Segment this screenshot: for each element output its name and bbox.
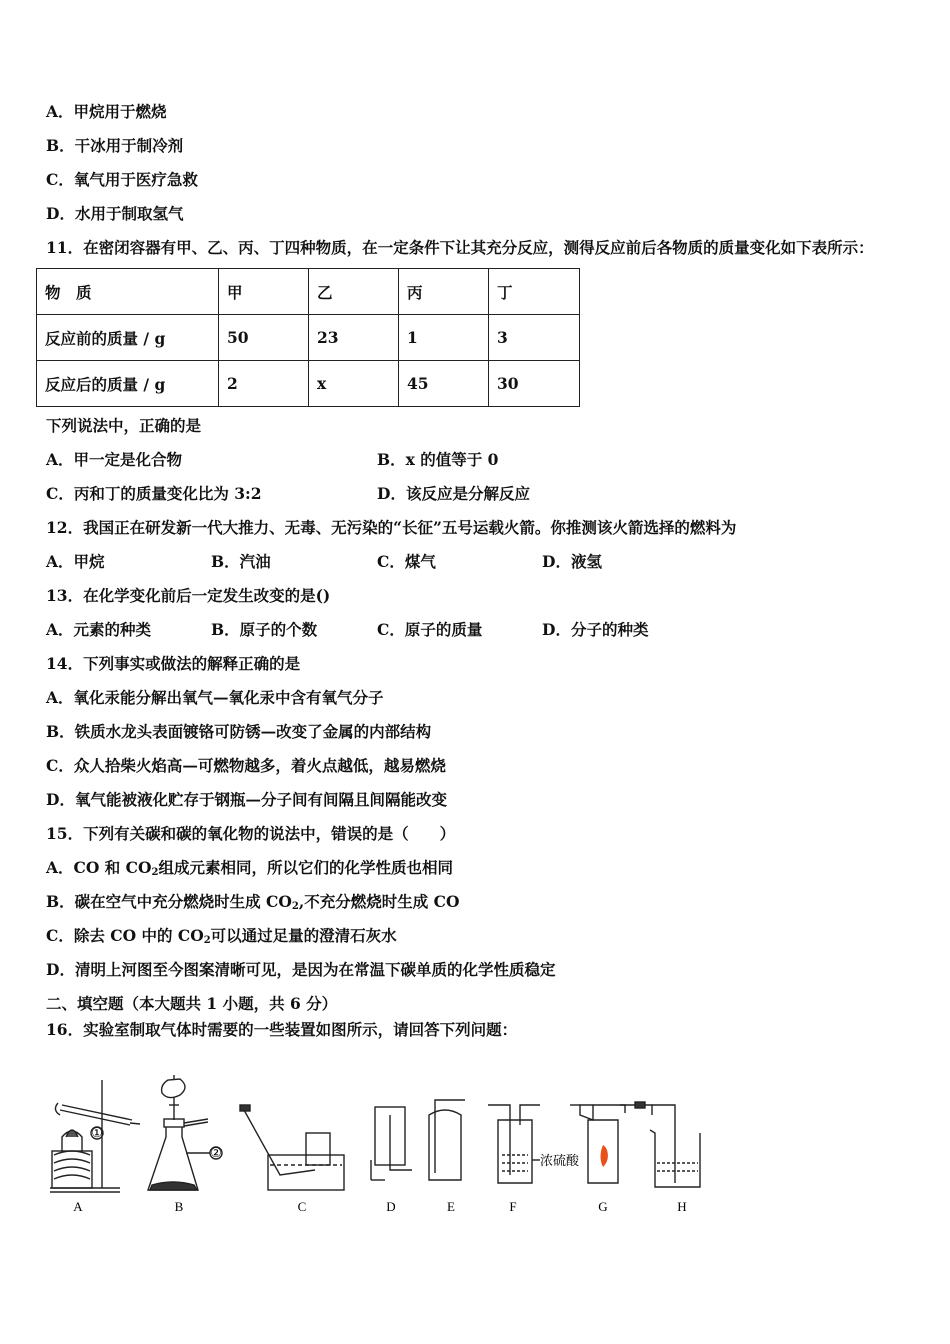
q11-option-d: D．该反应是分解反应 [377, 484, 530, 503]
q10-option-a: A．甲烷用于燃烧 [46, 102, 167, 121]
q12-option-a: A．甲烷 [46, 552, 105, 571]
table-row [37, 361, 580, 407]
q12-option-b: B．汽油 [211, 552, 271, 571]
table-header-cell: 甲 [219, 269, 309, 315]
section-heading: 二、填空题（本大题共 1 小题，共 6 分） [46, 994, 338, 1013]
label-f: F [509, 1199, 517, 1214]
q11-option-a: A．甲一定是化合物 [46, 450, 183, 469]
q14-stem: 14．下列事实或做法的解释正确的是 [46, 654, 301, 673]
table-cell: 45 [399, 361, 489, 407]
q12-option-d: D．液氢 [542, 552, 602, 571]
table-cell: 50 [219, 315, 309, 361]
table-cell: x [309, 361, 399, 407]
flame-icon [601, 1145, 608, 1167]
apparatus-figure [40, 1075, 720, 1225]
table-cell: 反应前的质量 / g [37, 315, 219, 361]
q13-option-b: B．原子的个数 [211, 620, 318, 639]
q10-option-c: C．氧气用于医疗急救 [46, 170, 198, 189]
mass-table [36, 268, 580, 407]
q16-stem: 16．实验室制取气体时需要的一些装置如图所示，请回答下列问题： [46, 1020, 518, 1039]
q15-c-text1: C．除去 CO 中的 CO [46, 926, 204, 945]
apparatus-c-icon [240, 1105, 344, 1190]
q15-stem: 15．下列有关碳和碳的氧化物的说法中，错误的是（ ） [46, 824, 456, 843]
q15-option-b [46, 892, 459, 917]
q14-option-b: B．铁质水龙头表面镀铬可防锈—改变了金属的内部结构 [46, 722, 432, 741]
table-header-cell: 乙 [309, 269, 399, 315]
marker-2: ② [210, 1145, 222, 1160]
subscript: 2 [291, 901, 299, 912]
q15-option-a [46, 858, 453, 883]
label-d: D [386, 1199, 396, 1214]
q13-option-a: A．元素的种类 [46, 620, 152, 639]
acid-label: 浓硫酸 [540, 1153, 580, 1168]
label-a: A [73, 1199, 83, 1214]
q14-option-a: A．氧化汞能分解出氧气—氧化汞中含有氧气分子 [46, 688, 384, 707]
table-cell: 反应后的质量 / g [37, 361, 219, 407]
q14-option-c: C．众人拾柴火焰高—可燃物越多，着火点越低，越易燃烧 [46, 756, 446, 775]
q11-option-c: C．丙和丁的质量变化比为 3:2 [46, 484, 262, 503]
q15-a-text1: A．CO 和 CO [46, 858, 152, 877]
apparatus-f-icon [488, 1105, 540, 1183]
q15-option-d: D．清明上河图至今图案清晰可见，是因为在常温下碳单质的化学性质稳定 [46, 960, 556, 979]
q15-a-text2: 组成元素相同，所以它们的化学性质也相同 [158, 858, 453, 877]
q11-prompt: 下列说法中，正确的是 [46, 416, 202, 435]
q13-option-d: D．分子的种类 [542, 620, 649, 639]
table-cell: 1 [399, 315, 489, 361]
subscript: 2 [151, 867, 159, 878]
label-h: H [677, 1199, 687, 1214]
q11-option-b: B．x 的值等于 0 [377, 450, 499, 469]
table-cell: 30 [489, 361, 580, 407]
table-header-row [37, 269, 580, 315]
q10-option-b: B．干冰用于制冷剂 [46, 136, 184, 155]
q15-option-c [46, 926, 397, 951]
table-cell: 2 [219, 361, 309, 407]
q10-option-d: D．水用于制取氢气 [46, 204, 184, 223]
q13-stem: 13．在化学变化前后一定发生改变的是() [46, 586, 331, 605]
subscript: 2 [203, 935, 211, 946]
table-cell: 23 [309, 315, 399, 361]
label-c: C [297, 1199, 307, 1214]
apparatus-b-icon [148, 1075, 222, 1190]
label-b: B [174, 1199, 184, 1214]
apparatus-e-icon [429, 1100, 465, 1180]
table-cell: 3 [489, 315, 580, 361]
table-header-cell: 丁 [489, 269, 580, 315]
label-e: E [447, 1199, 455, 1214]
q11-stem: 11．在密闭容器有甲、乙、丙、丁四种物质，在一定条件下让其充分反应，测得反应前后各物质的质量变化如下表所示： [46, 238, 874, 257]
q13-option-c: C．原子的质量 [377, 620, 483, 639]
table-row [37, 315, 580, 361]
table-header-cell: 物 质 [37, 269, 219, 315]
q12-option-c: C．煤气 [377, 552, 436, 571]
q15-c-text2: 可以通过足量的澄清石灰水 [210, 926, 397, 945]
marker-1: ① [91, 1125, 103, 1140]
apparatus-d-icon [371, 1107, 412, 1180]
q14-option-d: D．氧气能被液化贮存于钢瓶—分子间有间隔且间隔能改变 [46, 790, 447, 809]
q15-b-text2: ,不充分燃烧时生成 CO [298, 892, 460, 911]
label-g: G [598, 1199, 608, 1214]
q15-b-text1: B．碳在空气中充分燃烧时生成 CO [46, 892, 292, 911]
table-header-cell: 丙 [399, 269, 489, 315]
q12-stem: 12．我国正在研发新一代大推力、无毒、无污染的“长征”五号运载火箭。你推测该火箭选择的燃料为 [46, 518, 737, 537]
